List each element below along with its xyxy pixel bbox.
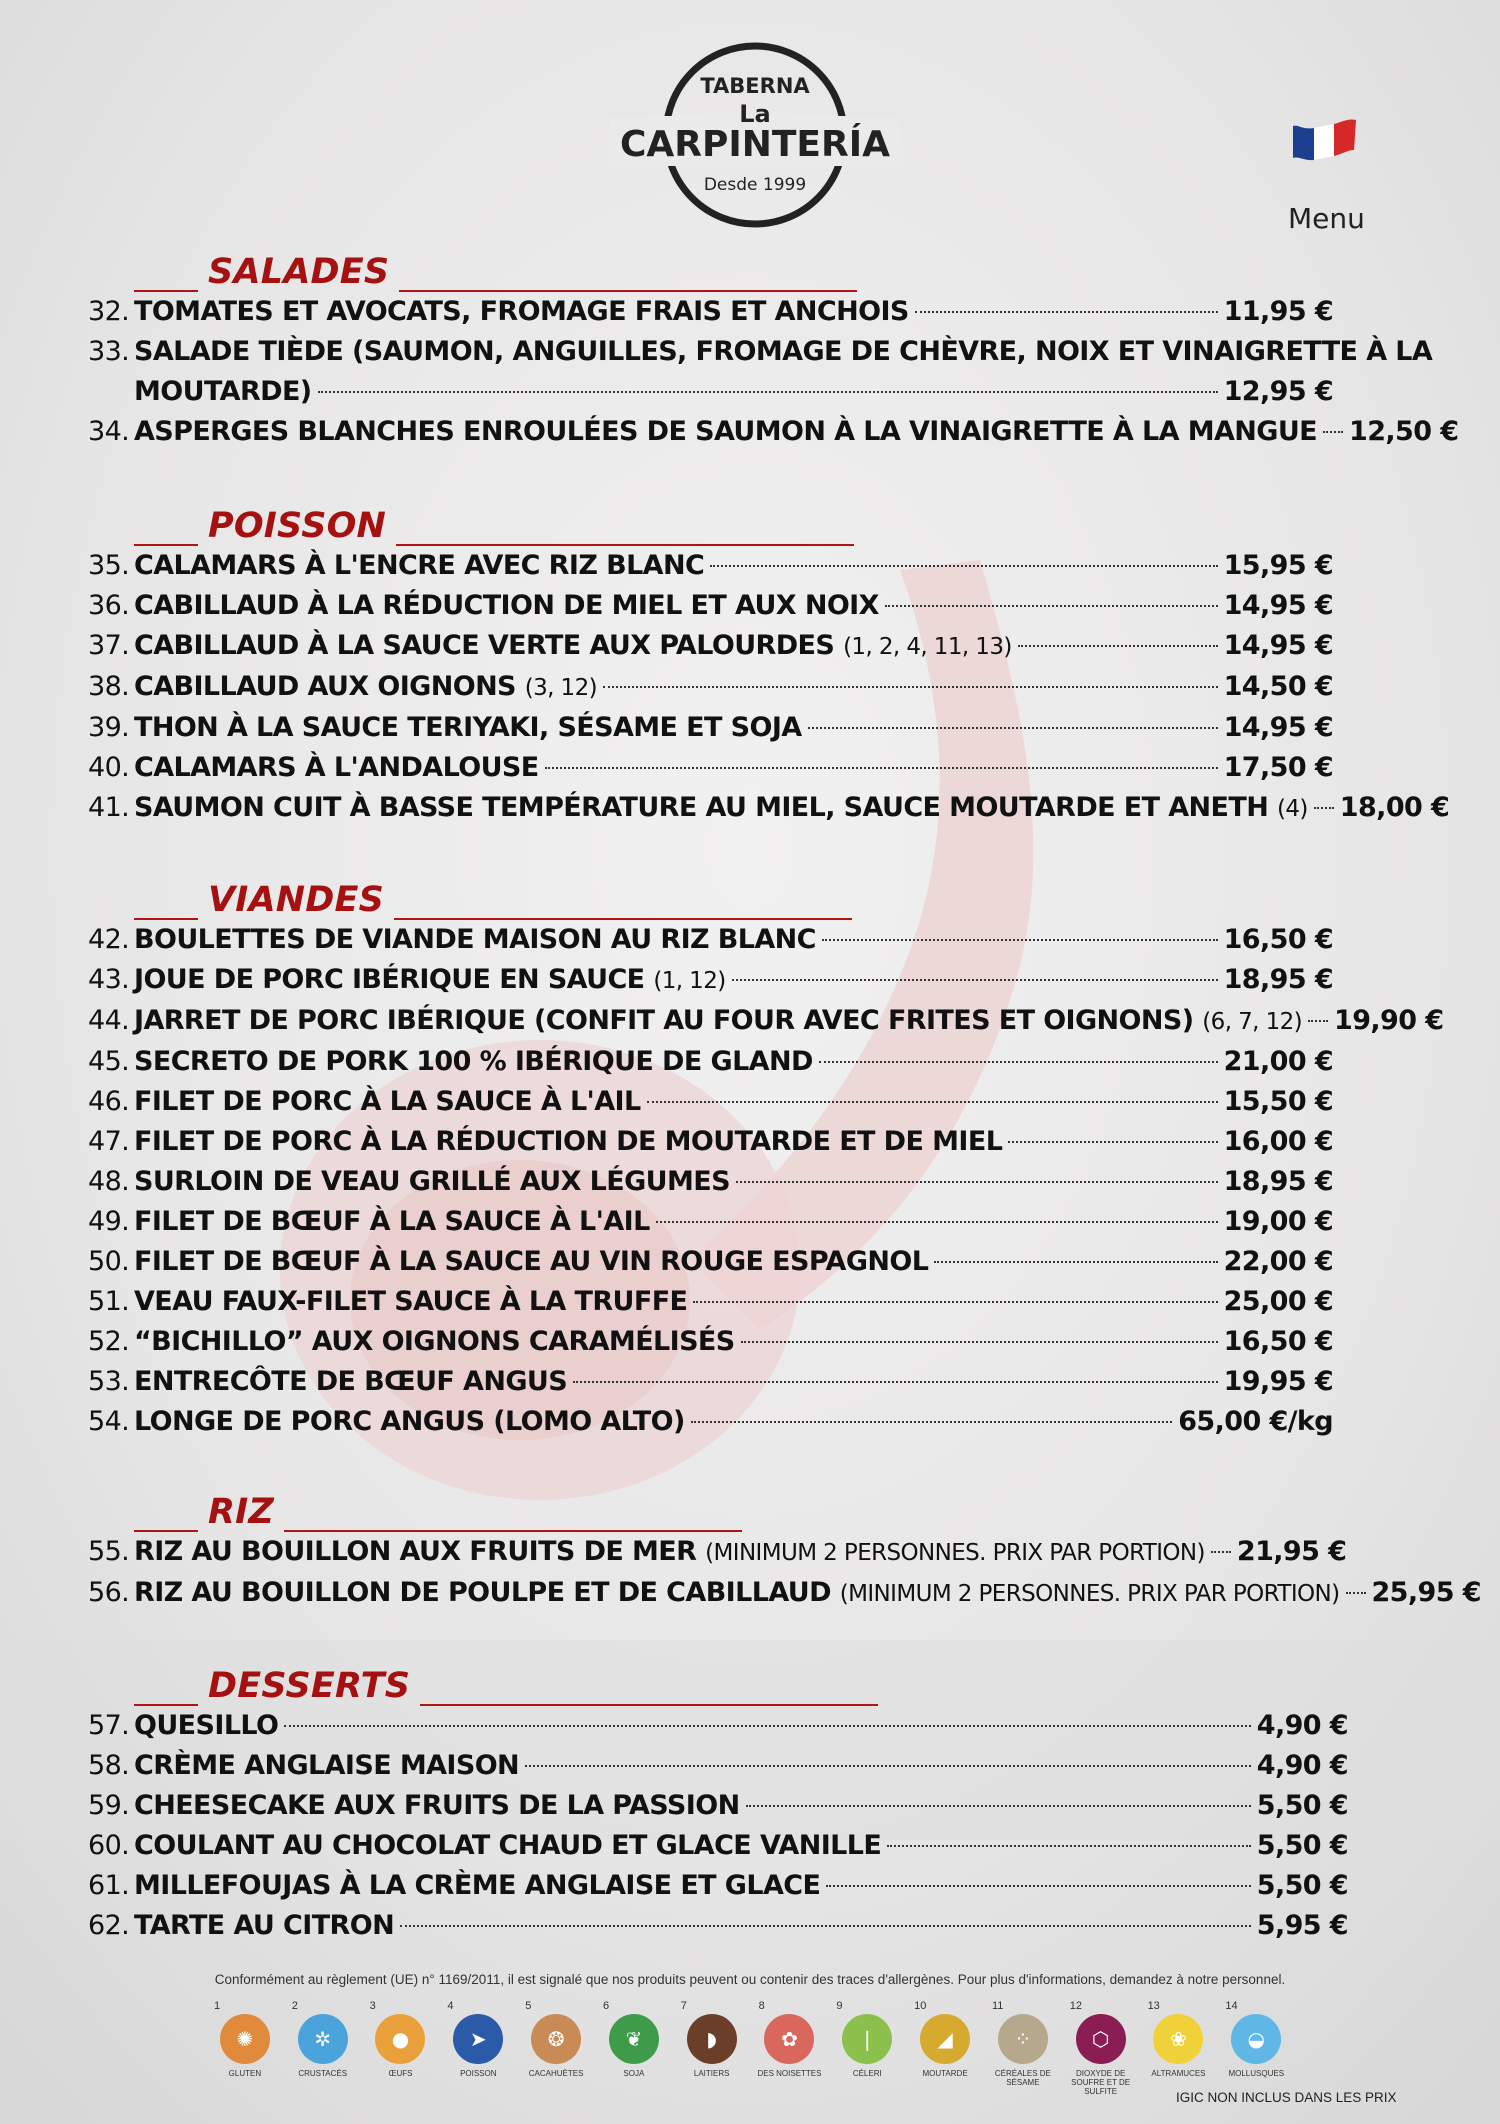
allergen-number: 10 <box>914 2000 927 2012</box>
allergen-number: 6 <box>602 2000 610 2012</box>
item-price: 65,00 €/kg <box>1178 1406 1333 1437</box>
item-number: 43. <box>88 964 130 995</box>
allergen-glyph: ● <box>391 2027 410 2051</box>
section-viandes <box>88 872 1444 1442</box>
leader-dots <box>525 1765 1251 1767</box>
item-name-text: JARRET DE PORC IBÉRIQUE (CONFIT AU FOUR AVEC FRITES ET OIGNONS) <box>134 1005 1194 1036</box>
item-name <box>134 920 816 960</box>
menu-item <box>88 748 1333 788</box>
menu-item <box>88 1746 1348 1786</box>
leader-dots <box>819 1061 1218 1063</box>
sulphite-icon <box>1076 2014 1126 2064</box>
item-price: 16,50 € <box>1223 924 1333 955</box>
heading-rule-right <box>420 1670 878 1706</box>
allergen-shell <box>1217 2000 1295 2096</box>
allergen-glyph: ❂ <box>547 2027 565 2051</box>
allergen-label: MOLLUSQUES <box>1228 2069 1285 2078</box>
item-price: 4,90 € <box>1256 1710 1348 1741</box>
item-allergens: (4) <box>1277 796 1308 822</box>
leader-dots <box>710 565 1217 567</box>
item-name <box>134 1866 820 1906</box>
allergen-number: 2 <box>291 2000 298 2012</box>
item-name-text: RIZ AU BOUILLON DE POULPE ET DE CABILLAUD <box>134 1577 831 1608</box>
allergen-label: ALTRAMUCES <box>1151 2069 1206 2078</box>
allergen-label: GLUTEN <box>228 2069 262 2078</box>
menu-item <box>88 1001 1444 1042</box>
menu-item-continued <box>88 372 1333 412</box>
section-riz <box>88 1484 1481 1614</box>
allergen-glyph: ◗ <box>706 2027 717 2051</box>
leader-dots <box>736 1181 1218 1183</box>
allergen-glyph: ✺ <box>236 2027 254 2051</box>
item-name <box>134 708 802 748</box>
allergen-number: 9 <box>836 2000 843 2012</box>
leader-dots <box>1314 807 1334 809</box>
item-number: 60. <box>88 1830 130 1861</box>
item-number: 37. <box>88 630 130 661</box>
soy-icon <box>609 2014 659 2064</box>
item-price: 14,95 € <box>1223 590 1333 621</box>
peanut-icon <box>531 2014 581 2064</box>
allergen-glyph: ◒ <box>1247 2027 1265 2051</box>
leader-dots <box>746 1805 1251 1807</box>
allergen-number: 5 <box>525 2000 532 2012</box>
item-price: 25,95 € <box>1371 1577 1481 1608</box>
allergen-sesame <box>984 2000 1062 2096</box>
menu-item <box>88 960 1333 1001</box>
heading-rule-left <box>134 1670 198 1706</box>
leader-dots <box>934 1261 1217 1263</box>
section-desserts <box>88 1658 1348 1946</box>
allergen-legend <box>206 2000 1306 2096</box>
menu-item <box>88 292 1333 332</box>
allergen-crab <box>284 2000 362 2096</box>
item-name-text: CABILLAUD À LA RÉDUCTION DE MIEL ET AUX NOIX <box>134 590 879 621</box>
menu-item <box>88 1082 1333 1122</box>
logo-line4: Desde 1999 <box>703 175 807 195</box>
allergen-glyph: ✲ <box>314 2027 332 2051</box>
heading-rule-right <box>284 1496 742 1532</box>
allergen-fish <box>439 2000 517 2096</box>
menu-label[interactable]: Menu <box>1288 202 1365 235</box>
item-price: 14,95 € <box>1223 712 1333 743</box>
item-name <box>134 1082 641 1122</box>
item-number: 54. <box>88 1406 130 1437</box>
item-number: 56. <box>88 1577 130 1608</box>
menu-item <box>88 1786 1348 1826</box>
item-name-text: CABILLAUD AUX OIGNONS <box>134 671 516 702</box>
item-price: 16,50 € <box>1223 1326 1333 1357</box>
menu-item <box>88 667 1333 708</box>
leader-dots <box>1323 431 1343 433</box>
item-name <box>134 1042 813 1082</box>
item-name-text: SECRETO DE PORK 100 % IBÉRIQUE DE GLAND <box>134 1046 813 1077</box>
leader-dots <box>603 686 1218 688</box>
item-note: (MINIMUM 2 PERSONNES. PRIX PAR PORTION) <box>705 1540 1205 1566</box>
allergen-glyph: ◢ <box>937 2027 953 2051</box>
item-name-text: ENTRECÔTE DE BŒUF ANGUS <box>134 1366 568 1397</box>
item-note: (MINIMUM 2 PERSONNES. PRIX PAR PORTION) <box>839 1581 1340 1607</box>
leader-dots <box>284 1725 1250 1727</box>
item-number: 41. <box>88 792 130 823</box>
item-price: 18,95 € <box>1223 964 1333 995</box>
item-name-text: CRÈME ANGLAISE MAISON <box>134 1750 520 1781</box>
allergen-label: SOJA <box>623 2069 645 2078</box>
item-name-text: ASPERGES BLANCHES ENROULÉES DE SAUMON À LA VINAIGRETTE À LA MANGUE <box>134 416 1318 447</box>
leader-dots <box>1008 1141 1217 1143</box>
menu-item <box>88 1706 1348 1746</box>
item-number: 49. <box>88 1206 130 1237</box>
fish-icon <box>453 2014 503 2064</box>
menu-item <box>88 546 1333 586</box>
leader-dots <box>1308 1020 1328 1022</box>
item-number: 48. <box>88 1166 130 1197</box>
item-price: 5,50 € <box>1256 1790 1348 1821</box>
allergen-lupin <box>1140 2000 1218 2096</box>
item-name <box>134 1402 685 1442</box>
celery-icon <box>842 2014 892 2064</box>
item-price: 12,50 € <box>1349 416 1459 447</box>
item-number: 38. <box>88 671 130 702</box>
section-heading <box>134 1484 1333 1532</box>
allergen-soy <box>595 2000 673 2096</box>
item-name <box>134 1906 394 1946</box>
item-price: 19,95 € <box>1223 1366 1333 1397</box>
item-name-text: MILLEFOUJAS À LA CRÈME ANGLAISE ET GLACE <box>134 1870 821 1901</box>
allergen-number: 4 <box>447 2000 454 2012</box>
heading-rule-left <box>134 510 198 546</box>
item-price: 25,00 € <box>1223 1286 1333 1317</box>
heading-rule-right <box>399 256 857 292</box>
menu-item <box>88 1362 1333 1402</box>
item-number: 32. <box>88 296 130 327</box>
item-name-text: VEAU FAUX-FILET SAUCE À LA TRUFFE <box>134 1286 688 1317</box>
item-price: 21,95 € <box>1236 1536 1347 1567</box>
item-name <box>134 667 597 708</box>
milk-icon <box>687 2014 737 2064</box>
allergen-number: 8 <box>758 2000 765 2012</box>
leader-dots <box>822 939 1218 941</box>
menu-item <box>88 1573 1481 1614</box>
menu-item <box>88 1402 1333 1442</box>
item-number: 39. <box>88 712 130 743</box>
item-name <box>134 292 909 332</box>
leader-dots <box>741 1341 1218 1343</box>
item-name-text: TARTE AU CITRON <box>134 1910 395 1941</box>
section-title: SALADES <box>208 252 390 292</box>
item-number: 57. <box>88 1710 130 1741</box>
igic-note: IGIC NON INCLUS DANS LES PRIX <box>1176 2090 1397 2105</box>
menu-item <box>88 1532 1347 1573</box>
leader-dots <box>400 1925 1251 1927</box>
allergen-glyph: ❀ <box>1170 2027 1187 2051</box>
item-price: 19,90 € <box>1334 1005 1444 1036</box>
item-number: 50. <box>88 1246 130 1277</box>
leader-dots <box>1018 645 1218 647</box>
menu-item <box>88 1042 1333 1082</box>
item-price: 4,90 € <box>1256 1750 1348 1781</box>
menu-item <box>88 1322 1333 1362</box>
item-number: 61. <box>88 1870 130 1901</box>
item-price: 18,00 € <box>1339 792 1450 823</box>
heading-rule-right <box>396 510 854 546</box>
item-number: 58. <box>88 1750 130 1781</box>
item-number: 34. <box>88 416 130 447</box>
menu-item <box>88 1162 1333 1202</box>
crab-icon <box>298 2014 348 2064</box>
allergen-egg <box>362 2000 440 2096</box>
egg-icon <box>375 2014 425 2064</box>
item-number: 51. <box>88 1286 130 1317</box>
item-number: 44. <box>88 1005 130 1036</box>
item-price: 15,95 € <box>1223 550 1333 581</box>
allergen-glyph: ❦ <box>625 2027 643 2051</box>
item-name-text: BOULETTES DE VIANDE MAISON AU RIZ BLANC <box>134 924 816 955</box>
leader-dots <box>318 391 1218 393</box>
item-price: 22,00 € <box>1223 1246 1333 1277</box>
allergen-label: CACAHUÈTES <box>528 2069 584 2078</box>
shell-icon <box>1231 2014 1281 2064</box>
section-title: DESSERTS <box>208 1666 411 1706</box>
item-name <box>134 1202 650 1242</box>
section-heading <box>134 1658 1348 1706</box>
allergen-nut <box>751 2000 829 2096</box>
item-number: 62. <box>88 1910 130 1941</box>
allergen-label: CÉRÉALES DE SÉSAME <box>994 2069 1051 2087</box>
mustard-icon <box>920 2014 970 2064</box>
item-number: 33. <box>88 336 130 367</box>
menu-item <box>88 920 1333 960</box>
item-price: 11,95 € <box>1223 296 1333 327</box>
item-name-text: CABILLAUD À LA SAUCE VERTE AUX PALOURDES <box>134 630 835 661</box>
item-name <box>134 586 879 626</box>
wheat-icon <box>220 2014 270 2064</box>
item-number: 55. <box>88 1536 130 1567</box>
leader-dots <box>693 1301 1217 1303</box>
menu-item <box>88 332 1433 372</box>
item-price: 16,00 € <box>1223 1126 1333 1157</box>
item-price: 5,50 € <box>1256 1870 1348 1901</box>
menu-item <box>88 586 1333 626</box>
allergen-peanut <box>517 2000 595 2096</box>
item-number: 47. <box>88 1126 130 1157</box>
sesame-icon <box>998 2014 1048 2064</box>
item-allergens: (1, 12) <box>653 968 726 994</box>
item-name-text: THON À LA SAUCE TERIYAKI, SÉSAME ET SOJA <box>134 712 802 743</box>
allergen-number: 11 <box>991 2000 1004 2012</box>
allergen-number: 1 <box>214 2000 221 2012</box>
item-name <box>134 1282 687 1322</box>
leader-dots <box>573 1381 1218 1383</box>
leader-dots <box>915 311 1218 313</box>
item-name <box>134 960 726 1001</box>
item-number: 46. <box>88 1086 130 1117</box>
item-name-text: JOUE DE PORC IBÉRIQUE EN SAUCE <box>134 964 645 995</box>
logo-line3: CARPINTERÍA <box>620 124 891 165</box>
menu-item <box>88 1866 1348 1906</box>
leader-dots <box>1346 1592 1366 1594</box>
item-allergens: (1, 2, 4, 11, 13) <box>843 634 1012 660</box>
item-name <box>134 1242 928 1282</box>
item-name-text: LONGE DE PORC ANGUS (LOMO ALTO) <box>134 1406 685 1437</box>
menu-item <box>88 1122 1333 1162</box>
menu-item <box>88 1826 1348 1866</box>
menu-item <box>88 1906 1348 1946</box>
allergen-number: 12 <box>1069 2000 1083 2012</box>
item-name-text: FILET DE BŒUF À LA SAUCE À L'AIL <box>134 1206 650 1237</box>
leader-dots <box>885 605 1218 607</box>
section-heading <box>134 872 1333 920</box>
item-name-text: CALAMARS À L'ANDALOUSE <box>134 752 539 783</box>
section-poisson <box>88 498 1450 829</box>
heading-rule-left <box>134 884 198 920</box>
item-name-text: RIZ AU BOUILLON AUX FRUITS DE MER <box>134 1536 697 1567</box>
item-name <box>134 1162 730 1202</box>
section-salades <box>88 244 1459 452</box>
item-name <box>134 1001 1302 1042</box>
heading-rule-left <box>134 256 198 292</box>
leader-dots <box>1211 1551 1231 1553</box>
allergen-disclaimer: Conformément au règlement (UE) n° 1169/2011, il est signalé que nos produits peuvent ou contenir des traces d'allergènes. Pour plus d'informations, demandez à notre personnel. <box>214 1972 1286 1987</box>
section-title: RIZ <box>208 1492 274 1532</box>
taberna-la-carpinteria-logo <box>610 38 900 233</box>
item-price: 5,95 € <box>1256 1910 1348 1941</box>
allergen-glyph: ✿ <box>781 2027 798 2051</box>
allergen-glyph: ⁘ <box>1014 2027 1032 2051</box>
item-price: 12,95 € <box>1223 376 1333 407</box>
item-name-text: “BICHILLO” AUX OIGNONS CARAMÉLISÉS <box>134 1326 735 1357</box>
allergen-number: 3 <box>369 2000 376 2012</box>
item-number: 52. <box>88 1326 130 1357</box>
allergen-label: CÉLERI <box>852 2069 882 2078</box>
allergen-label: CRUSTACÉS <box>298 2069 348 2078</box>
allergen-label: DIOXYDE DE SOUFRE ET DE SULFITE <box>1071 2069 1131 2096</box>
item-name-text: FILET DE BŒUF À LA SAUCE AU VIN ROUGE ESPAGNOL <box>134 1246 929 1277</box>
menu-item <box>88 1242 1333 1282</box>
logo-line2: La <box>739 100 771 128</box>
item-name <box>134 1322 735 1362</box>
item-name-continued: MOUTARDE) <box>134 376 312 407</box>
item-number: 59. <box>88 1790 130 1821</box>
item-name <box>134 748 539 788</box>
leader-dots <box>656 1221 1218 1223</box>
item-price: 18,95 € <box>1223 1166 1333 1197</box>
item-name-text: CALAMARS À L'ENCRE AVEC RIZ BLANC <box>134 550 705 581</box>
leader-dots <box>647 1101 1218 1103</box>
allergen-milk <box>673 2000 751 2096</box>
allergen-glyph: ❘ <box>858 2027 876 2051</box>
item-name-text: COULANT AU CHOCOLAT CHAUD ET GLACE VANILLE <box>134 1830 882 1861</box>
nut-icon <box>764 2014 814 2064</box>
item-price: 5,50 € <box>1256 1830 1348 1861</box>
section-title: POISSON <box>208 506 387 546</box>
menu-item <box>88 1282 1333 1322</box>
item-name-text: CHEESECAKE AUX FRUITS DE LA PASSION <box>134 1790 740 1821</box>
heading-rule-right <box>394 884 852 920</box>
lupin-icon <box>1153 2014 1203 2064</box>
allergen-celery <box>828 2000 906 2096</box>
item-name <box>134 788 1308 829</box>
item-name <box>134 1532 1205 1573</box>
allergen-label: MOUTARDE <box>922 2069 968 2078</box>
section-title: VIANDES <box>208 880 385 920</box>
allergen-wheat <box>206 2000 284 2096</box>
allergen-number: 7 <box>680 2000 687 2012</box>
item-number: 35. <box>88 550 130 581</box>
item-name-text: TOMATES ET AVOCATS, FROMAGE FRAIS ET ANCHOIS <box>134 296 909 327</box>
item-name: SALADE TIÈDE (SAUMON, ANGUILLES, FROMAGE DE CHÈVRE, NOIX ET VINAIGRETTE À LA <box>134 336 1433 367</box>
allergen-mustard <box>906 2000 984 2096</box>
allergen-number: 13 <box>1147 2000 1160 2012</box>
item-name <box>134 1786 740 1826</box>
leader-dots <box>545 767 1218 769</box>
item-name <box>134 1746 519 1786</box>
item-name <box>134 546 704 586</box>
section-heading <box>134 498 1333 546</box>
item-name <box>134 1826 881 1866</box>
menu-item <box>88 412 1459 452</box>
item-name <box>134 1362 567 1402</box>
item-price: 14,95 € <box>1223 630 1333 661</box>
item-number: 42. <box>88 924 130 955</box>
leader-dots <box>808 727 1218 729</box>
leader-dots <box>691 1421 1173 1423</box>
leader-dots <box>826 1885 1250 1887</box>
logo-line1: TABERNA <box>700 74 810 98</box>
item-name <box>134 412 1317 452</box>
item-price: 15,50 € <box>1223 1086 1333 1117</box>
item-price: 14,50 € <box>1223 671 1333 702</box>
allergen-label: POISSON <box>460 2069 497 2078</box>
item-name <box>134 1573 1340 1614</box>
leader-dots <box>887 1845 1251 1847</box>
item-name-text: FILET DE PORC À LA SAUCE À L'AIL <box>134 1086 641 1117</box>
item-number: 53. <box>88 1366 130 1397</box>
item-name-text: SAUMON CUIT À BASSE TEMPÉRATURE AU MIEL, SAUCE MOUTARDE ET ANETH <box>134 792 1269 823</box>
menu-item <box>88 626 1333 667</box>
section-heading <box>134 244 1333 292</box>
item-name-text: SURLOIN DE VEAU GRILLÉ AUX LÉGUMES <box>134 1166 730 1197</box>
allergen-label: LAITIERS <box>693 2069 730 2078</box>
item-name-text: FILET DE PORC À LA RÉDUCTION DE MOUTARDE ET DE MIEL <box>134 1126 1003 1157</box>
item-name <box>134 1122 1002 1162</box>
item-allergens: (3, 12) <box>524 675 597 701</box>
item-number: 45. <box>88 1046 130 1077</box>
item-price: 21,00 € <box>1223 1046 1333 1077</box>
item-name-text: QUESILLO <box>134 1710 279 1741</box>
item-number: 40. <box>88 752 130 783</box>
allergen-number: 14 <box>1225 2000 1238 2012</box>
menu-item <box>88 1202 1333 1242</box>
france-flag-icon[interactable] <box>1290 116 1360 168</box>
allergen-sulphite <box>1062 2000 1140 2096</box>
menu-item <box>88 788 1450 829</box>
allergen-glyph: ➤ <box>469 2027 487 2051</box>
item-allergens: (6, 7, 12) <box>1202 1009 1303 1035</box>
allergen-label: DES NOISETTES <box>757 2069 822 2078</box>
item-name <box>134 626 1012 667</box>
heading-rule-left <box>134 1496 198 1532</box>
item-price: 17,50 € <box>1223 752 1333 783</box>
allergen-glyph: ⬡ <box>1091 2027 1110 2051</box>
item-number: 36. <box>88 590 130 621</box>
menu-item <box>88 708 1333 748</box>
allergen-label: ŒUFS <box>388 2069 413 2078</box>
leader-dots <box>732 979 1218 981</box>
item-name <box>134 1706 278 1746</box>
item-price: 19,00 € <box>1223 1206 1333 1237</box>
